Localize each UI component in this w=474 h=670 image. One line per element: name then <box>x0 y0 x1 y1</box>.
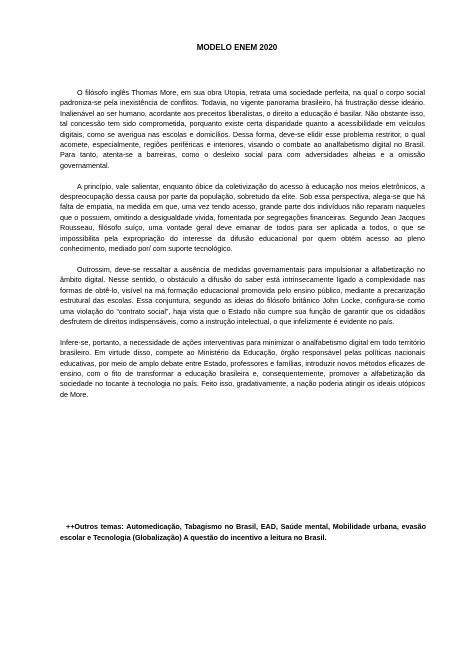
paragraph-conclusion: Infere-se, portanto, a necessidade de ações interventivas para minimizar o analfabetismo digital em todo território brasileiro. Em virtude disso, compete ao Ministério da Educação, órgão responsável pelas políticas nacionais educativas, por meio de amplo debate entre Estado, professores e famílias, introduzir novos métodos eficazes de ensino, com o fito de transformar a educação brasileira e, consequentemente, promover a alfabetização da sociedade no tocante à tecnologia no país. Feito isso, gradativamente, a nação poderia atingir os ideais utópicos de More. <box>60 337 425 399</box>
paragraph-development-2: Outrossim, deve-se ressaltar a ausência de medidas governamentais para impulsionar a alfabetização no âmbito digital. Nesse sentido, o obstáculo a difusão do saber está intrinsecamente ligado a complexidade nas formas de obtê-lo, visível na má formação educacional promovida pelo ensino público, mediante a precarização estrutural das escolas. Essa conjuntura, segundo as ideias do filósofo britânico John Locke, configura-se como uma violação do “contrato social”, haja vista que o Estado não cumpre sua função de garantir que os cidadãos desfrutem de direitos indispensáveis, como a instrução intelectual, o que infelizmente é evidente no país. <box>60 264 425 326</box>
paragraph-development-1: A princípio, vale salientar, enquanto óbice da coletivização do acesso à educação nos meios eletrônicos, a despreocupação dessa causa por parte da população, sobretudo da elite. Sob essa perspectiva, alega-se que há falta de empatia, na medida em que, uma vez tendo acesso, grande parte dos indivíduos não reparam naqueles que o possuem, omitindo a desigualdade vivida, fomentada por segregações financeiras. Segundo Jean Jacques Rousseau, filósofo suíço, uma vontade geral deve emanar de todos para ser aplicada a todos, o que se impossibilita pela expropriação do interesse da difusão educacional por quem obtém acesso ao pleno conhecimento, mediado por/ com suporte tecnológico. <box>60 181 425 254</box>
document-title: MODELO ENEM 2020 <box>196 43 278 52</box>
essay-body <box>60 88 425 411</box>
footnote-other-topics: ++Outros temas: Automedicação, Tabagismo no Brasil, EAD, Saúde mental, Mobilidade urbana, evasão escolar e Tecnologia (Globalização) A questão do incentivo a leitura no Brasil. <box>60 522 426 542</box>
paragraph-introduction: O filósofo inglês Thomas More, em sua obra Utopia, retrata uma sociedade perfeita, na qual o corpo social padroniza-se pela inexistência de conflitos. Todavia, no vigente panorama brasileiro, há frustração desse ideário. Inalienável ao ser humano, acordante aos preceitos liberalistas, o direito a educação é basilar. Não obstante isso, tal concessão tem sido comprometida, porquanto existe certa disparidade quanto a acessibilidade em veículos digitais, como se averigua nas escolas e domicílios. Dessa forma, deve-se elidir esse problema restritor, o qual acomete, especialmente, regiões periféricas e interiores, visando o combate ao analfabetismo digital no Brasil. Para tanto, atenta-se a barreiras, como o desleixo social para com adversidades alheias e a omissão governamental. <box>60 88 425 170</box>
